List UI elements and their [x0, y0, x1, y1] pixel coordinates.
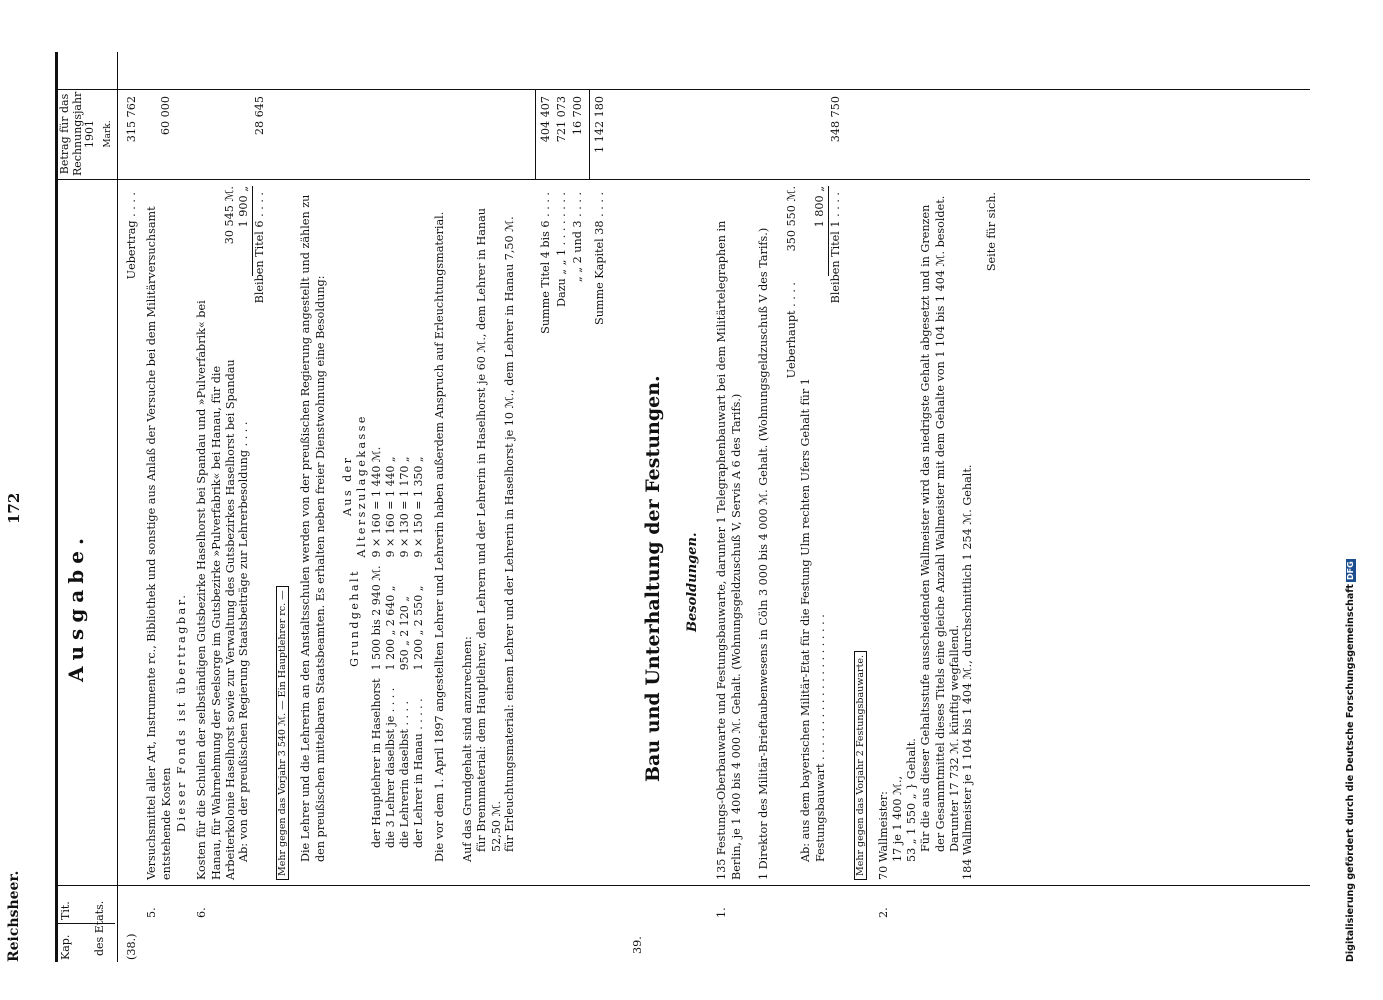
uebertrag-amount: 315 762 [125, 96, 138, 143]
column-divider-1 [55, 885, 1310, 886]
tit-5-text: Versuchsmittel aller Art, Instrumente rc., Bibliothek und sonstige aus Anlaß der Versuche bei dem Militärversuchsamt entstehende Kosten [145, 206, 173, 880]
dazu-2-3-label: „ „ 2 und 3 . . . . [571, 192, 584, 283]
besoldungen-heading: Besoldungen. [685, 532, 700, 632]
bleiben-6-label: Bleiben Titel 6 . . . . [253, 192, 266, 304]
tit-2-text5: 184 Wallmeister je 1 104 bis 1 404 ℳ., durchschnittlich 1 254 ℳ. Gehalt. [961, 464, 974, 880]
r3-grund: 950 „ 2 120 „ [398, 596, 412, 671]
tit-6-text: Kosten für die Schulen der selbständigen Gutsbezirke Haselhorst bei Spandau und »Pulverfabrik« bei Hanau, für Wahrnehmung der Seelsorge im Gutsbezirke »Pulverfabrik« bei Hanau, für die Arbeiterkolonie Haselhorst sowie zur Verwaltung des Gutsbezirkes Haselhorst bei Spandau [195, 300, 238, 880]
kap-39-title: Bau und Unterhaltung der Festungen. [642, 375, 664, 782]
tit-5-amount: 60 000 [159, 96, 172, 136]
header-amount: Betrag für das Rechnungsjahr 1901 [58, 91, 97, 176]
r4-label: der Lehrer in Hanau . . . . . [412, 698, 426, 848]
summe-kap38-label: Summe Kapitel 38 . . . . [593, 192, 606, 325]
r4-aus: 9 × 150 = 1 350 „ [412, 456, 426, 558]
seite-fuer-sich: Seite für sich. [985, 192, 998, 272]
r1-grund: 1 500 bis 2 940 ℳ. [369, 565, 383, 671]
section-title: Ausgabe. [64, 532, 88, 682]
tit-2-text3: 53 „ 1 550 „ } Gehalt. [905, 738, 918, 862]
uebertrag-label: Uebertrag . . . . [125, 192, 138, 280]
tit-6-sub1: 30 545 ℳ. [223, 186, 236, 245]
bleiben-1-amount: 348 750 [829, 96, 842, 143]
header-bottom-rule [117, 52, 118, 962]
brenn-text: für Brennmaterial: dem Hauptlehrer, den Lehrern und der Lehrerin in Haselhorst je 60 ℳ., dem Lehrer in Hanau 52,50 ℳ. [475, 208, 503, 852]
ab-text: Ab: von der preußischen Regierung Staatsbeiträge zur Lehrerbesoldung . . . . [237, 421, 250, 862]
page-number: 172 [5, 492, 23, 524]
header-amount-unit: Mark. [103, 120, 113, 148]
tit-2-text2: 17 je 1 400 ℳ., [891, 775, 904, 862]
summe-4-6-amount: 404 407 [539, 96, 552, 143]
r2-grund: 1 200 „ 2 640 „ [383, 585, 397, 671]
dieser-fonds-note: Dieser Fonds ist übertragbar. [175, 592, 188, 832]
document-page [5, 52, 1356, 962]
column-divider-3 [55, 89, 1310, 90]
dazu-1-label: Dazu „ „ 1 . . . . . . . . [555, 192, 568, 308]
r1-aus: 9 × 160 = 1 440 ℳ. [369, 446, 383, 558]
tbl-blank [341, 674, 370, 852]
dazu-1-amount: 721 073 [555, 96, 568, 143]
kap-38: (38.) [125, 933, 138, 960]
mehr-note-2: Mehr gegen das Vorjahr 2 Festungsbauwarte. [854, 651, 867, 880]
tit-1-ab: Ab: aus dem bayerischen Militär-Etat für die Festung Ulm rechten Ufers Gehalt für 1 Festungsbauwart . . . . . . . . . . . . . . . . . . . . . [799, 378, 827, 862]
sum-rule-1 [535, 90, 536, 180]
r2-aus: 9 × 160 = 1 440 „ [383, 456, 397, 558]
sum-rule-2 [589, 90, 590, 180]
tbl-head-grund: Grundgehalt [348, 569, 362, 667]
bleiben-6-amount: 28 645 [253, 96, 266, 136]
summe-4-6-label: Summe Titel 4 bis 6 . . . . [539, 192, 552, 334]
r3-aus: 9 × 130 = 1 170 „ [398, 456, 412, 558]
r1-label: der Hauptlehrer in Haselhorst [369, 678, 383, 848]
tit-2-text4: Für die aus dieser Gehaltsstufe ausscheidenden Wallmeister wird das niedrigste Gehalt abgesetzt und in Grenzen der Gesammtmittel dieses Titels eine gleiche Anzahl Wallmeister mit dem Gehalte von 1 104 bis 1 404 ℳ. besoldet. Darunter 17 732 ℳ. künftig wegfallend. [919, 195, 962, 852]
erleucht-text: für Erleuchtungsmaterial: einem Lehrer und der Lehrerin in Haselhorst je 10 ℳ., dem Lehrer in Hanau 7,50 ℳ. [503, 216, 516, 852]
tit-1-text1: 135 Festungs-Oberbauwarte und Festungsbauwarte, darunter 1 Telegraphenbauwart bei dem Militärtelegraphen in Berlin, je 1 400 bis 4 000 ℳ. Gehalt. (Wohnungsgeldzuschuß V, Servis A 6 des Tarifs.) [715, 220, 743, 880]
r5-text: Die vor dem 1. April 1897 angestellten Lehrer und Lehrerin haben außerdem Anspruch auf Erleuchtungsmaterial. [433, 211, 446, 862]
header-tit: Tit. [59, 901, 72, 920]
running-head: Reichsheer. [6, 870, 22, 962]
header-des-etats: des Etats. [93, 900, 106, 956]
footer-text: Digitalisierung gefördert durch die Deutsche Forschungsgemeinschaft [1345, 584, 1356, 962]
tbl-head-aus: Aus der Alterszulagekasse [341, 414, 369, 558]
table-row [412, 410, 426, 852]
summe-kap38-amount: 1 142 180 [593, 96, 606, 153]
table-row [384, 410, 398, 852]
table-row [398, 410, 412, 852]
kap-39: 39. [631, 936, 644, 954]
header-kap: Kap. [59, 934, 72, 960]
dazu-2-3-amount: 16 700 [571, 96, 584, 136]
column-divider-2 [55, 179, 1310, 180]
header-rule [55, 52, 58, 962]
tit-1: 1. [715, 907, 728, 918]
lehrer-text: Die Lehrer und die Lehrerin an den Anstaltsschulen werden von der preußischen Regierung angestellt und zählen zu den preußischen mittelbaren Staatsbeamten. Es erhalten neben freier Dienstwohnung eine Besoldung: [299, 194, 327, 862]
tit-1-ab-sub: 1 800 „ [813, 186, 829, 276]
bleiben-1-label: Bleiben Titel 1 . . . . [829, 192, 842, 304]
r4-grund: 1 200 „ 2 550 „ [412, 585, 426, 671]
anrech-text: Auf das Grundgehalt sind anzurechnen: [461, 636, 474, 862]
dfg-logo: DFG [1346, 561, 1355, 581]
tit-2: 2. [877, 907, 890, 918]
tit-6: 6. [195, 907, 208, 918]
r2-label: die 3 Lehrer daselbst je . . . . [383, 687, 397, 848]
ueberhaupt-label: Ueberhaupt . . . . [785, 282, 798, 379]
tit-2-text1: 70 Wallmeister: [877, 791, 890, 880]
tit-1-text2: 1 Direktor des Militär-Brieftaubenwesens in Cöln 3 000 bis 4 000 ℳ. Gehalt. (Wohnungsgeldzuschuß V des Tarifs.) [757, 227, 770, 880]
table-row [370, 410, 384, 852]
besoldung-table [341, 410, 427, 852]
ueberhaupt-sub: 350 550 ℳ. [785, 186, 798, 252]
r3-label: die Lehrerin daselbst . . . . [398, 701, 412, 848]
mehr-note: Mehr gegen das Vorjahr 3 540 ℳ. — Ein Hauptlehrer rc. — [276, 586, 289, 880]
tit-5: 5. [145, 907, 158, 918]
ab-sub: 1 900 „ [237, 186, 253, 276]
